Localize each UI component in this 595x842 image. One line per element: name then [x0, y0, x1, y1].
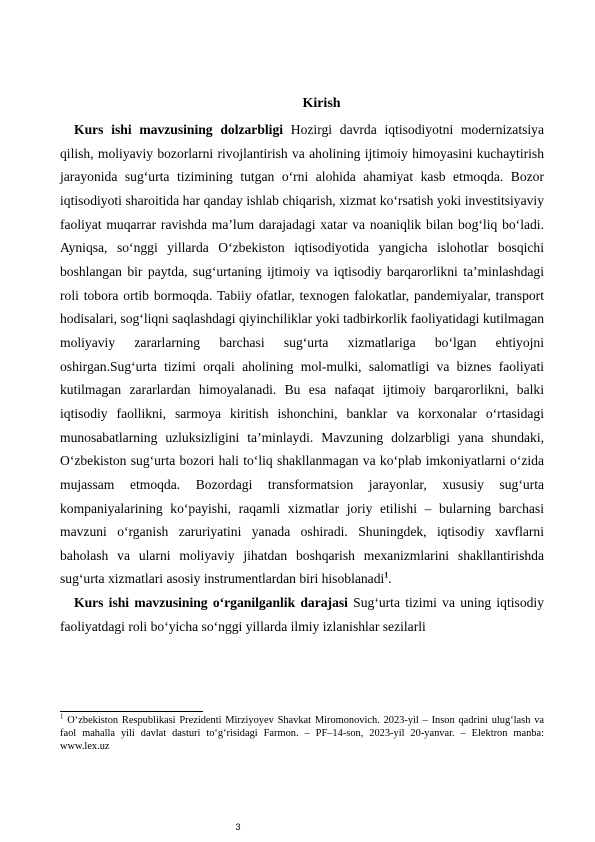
footnote	[60, 714, 544, 753]
paragraph-heading-study-level: Kurs ishi mavzusining o‘rganilganlik darajasi	[74, 595, 348, 611]
paragraph-heading-relevance: Kurs ishi mavzusining dolzarbligi	[74, 122, 284, 137]
footnote-mark: 1	[60, 712, 64, 721]
paragraph-text-relevance: Hozirgi davrda iqtisodiyotni modernizatsiya qilish, moliyaviy bozorlarni rivojlantirish va aholining ijtimoiy himoyasini kuchaytirish jarayonida sug‘urta tizimining tutgan o‘rni alohida ahamiyat kasb etmoqda. Bozor iqtisodiyoti sharoitida har qanday ishlab chiqarish, xizmat ko‘rsatish yoki investitsiyaviy faoliyat muqarrar ravishda ma’lum darajadagi xatar va noaniqlik bilan bog‘liq bo‘ladi. Ayniqsa, so‘nggi yillarda O‘zbekiston iqtisodiyotida yangicha islohotlar bosqichi boshlangan bir paytda, sug‘urtaning ijtimoiy va iqtisodiy barqarorlikni ta’minlashdagi roli tobora ortib bormoqda. Tabiiy ofatlar, texnogen falokatlar, pandemiyalar, transport hodisalari, sog‘liqni saqlashdagi qiyinchiliklar yoki tadbirkorlik faoliyatidagi kutilmagan moliyaviy zararlarning barchasi sug‘urta xizmatlariga bo‘lgan ehtiyojni oshirgan.Sug‘urta tizimi orqali aholining mol-mulki, salomatligi va biznes faoliyati kutilmagan zararlardan himoyalanadi. Bu esa nafaqat ijtimoiy barqarorlikni, balki iqtisodiy faollikni, sarmoya kiritish ishonchini, banklar va korxonalar o‘rtasidagi munosabatlarning uzluksizligini ta’minlaydi. Mavzuning dolzarbligi yana shundaki, O‘zbekiston sug‘urta bozori hali to‘liq shakllanmagan va ko‘plab imkoniyatlarni o‘zida mujassam etmoqda. Bozordagi transformatsion jarayonlar, xususiy sug‘urta kompaniyalarining ko‘payishi, raqamli xizmatlar joriy etilishi – bularning barchasi mavzuni o‘rganish zaruriyatini yanada oshiradi. Shuningdek, iqtisodiy xavflarni baholash va ularni moliyaviy jihatdan boshqarish mexanizmlarini shakllantirishda sug‘urta xizmatlari asosiy instrumentlardan biri hisoblanadi	[60, 122, 545, 587]
body-text	[60, 118, 544, 638]
page-number: 3	[235, 822, 241, 832]
footnote-text: O‘zbekiston Respublikasi Prezidenti Mirziyoyev Shavkat Miromonovich. 2023-yil – Inson qadrini ulug‘lash va faol mahalla yili davlat dasturi to‘g‘risidagi Farmon. – PF–14-son, 2023-yil 20-yanvar. – Elektron manba: www.lex.uz	[60, 715, 544, 752]
footnote-reference[interactable]: 1	[384, 570, 389, 580]
footnote-separator	[60, 711, 203, 712]
paragraph-end-punctuation: .	[388, 571, 392, 587]
section-title: Kirish	[302, 96, 341, 111]
paragraph-relevance	[60, 118, 544, 591]
paragraph-text-study-level: Sug‘urta tizimi va uning iqtisodiy faoliyatdagi roli bo‘yicha so‘nggi yillarda ilmiy izlanishlar sezilarli	[60, 595, 544, 634]
paragraph-study-level	[60, 591, 544, 638]
